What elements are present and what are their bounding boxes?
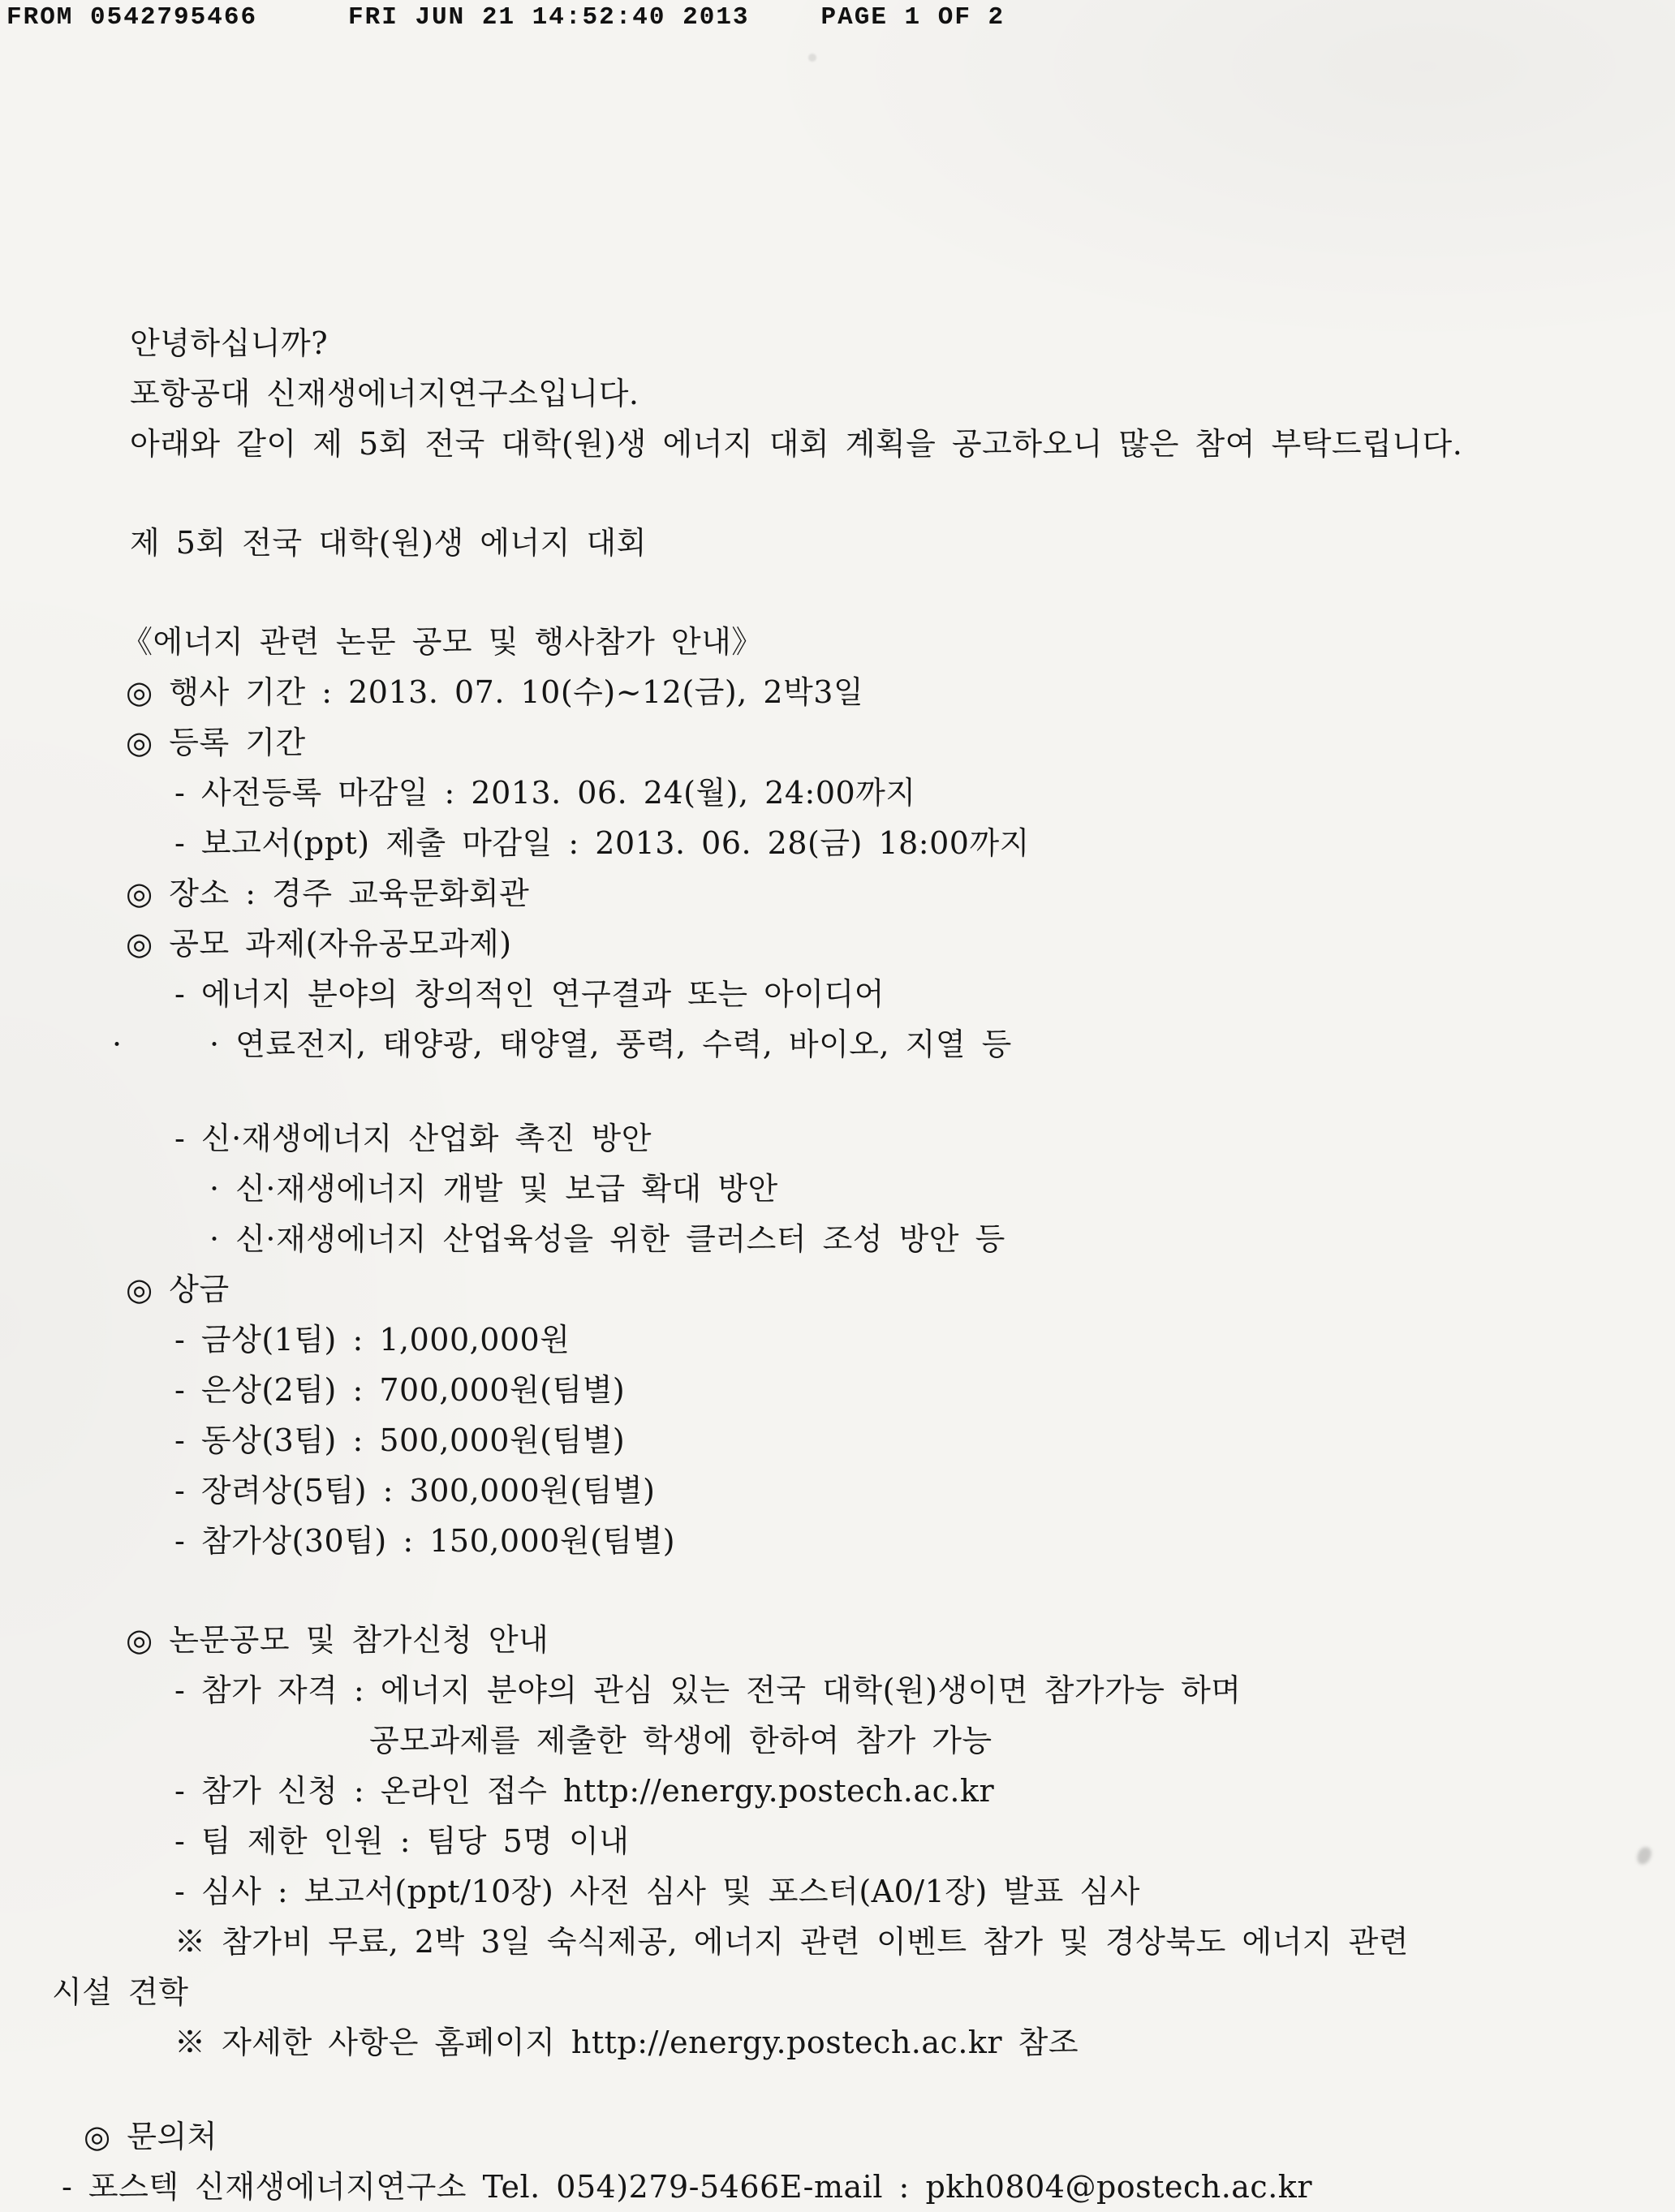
contest-topics-heading: ◎ 공모 과제(자유공모과제) xyxy=(126,926,512,962)
greeting-line: 안녕하십니까? xyxy=(130,325,329,361)
application-heading: ◎ 논문공모 및 참가신청 안내 xyxy=(126,1622,549,1658)
sender-line: 포항공대 신재생에너지연구소입니다. xyxy=(130,376,639,411)
stray-dot-mark: · xyxy=(112,1026,123,1062)
event-period-item: ◎ 행사 기간 : 2013. 07. 10(수)~12(금), 2박3일 xyxy=(126,674,864,710)
letter-body xyxy=(0,32,1675,2212)
eligibility-line-1: - 참가 자격 : 에너지 분야의 관심 있는 전국 대학(원)생이면 참가가능 하며 xyxy=(174,1672,1242,1708)
eligibility-line-2: 공모과제를 제출한 학생에 한하여 참가 가능 xyxy=(369,1723,993,1758)
report-deadline-item: - 보고서(ppt) 제출 마감일 : 2013. 06. 28(금) 18:00까지 xyxy=(174,825,1030,861)
benefits-note-line-1: ※ 참가비 무료, 2박 3일 숙식제공, 에너지 관련 이벤트 참가 및 경상북도 에너지 관련 xyxy=(174,1924,1409,1960)
industry-sub-item-1: · 신·재생에너지 개발 및 보급 확대 방안 xyxy=(209,1171,778,1207)
fax-from-number: FROM 0542795466 xyxy=(6,3,258,32)
industry-topic-item: - 신·재생에너지 산업화 촉진 방안 xyxy=(174,1121,652,1156)
announcement-line: 아래와 같이 제 5회 전국 대학(원)생 에너지 대회 계획을 공고하오니 많은 참여 부탁드립니다. xyxy=(130,426,1463,462)
prize-silver-item: - 은상(2팀) : 700,000원(팀별) xyxy=(174,1372,626,1408)
contact-heading: ◎ 문의처 xyxy=(84,2119,217,2154)
fax-header xyxy=(6,3,1675,32)
fax-datetime: FRI JUN 21 14:52:40 2013 xyxy=(348,3,750,32)
pre-registration-item: - 사전등록 마감일 : 2013. 06. 24(월), 24:00까지 xyxy=(174,775,916,811)
contact-info-line: - 포스텍 신재생에너지연구소 Tel. 054)279-5466E-mail : pkh0804@postech.ac.kr xyxy=(62,2169,1312,2205)
registration-heading: ◎ 등록 기간 xyxy=(126,725,306,760)
event-title: 제 5회 전국 대학(원)생 에너지 대회 xyxy=(130,525,647,561)
free-topic-examples-text: · 연료전지, 태양광, 태양열, 풍력, 수력, 바이오, 지열 등 xyxy=(209,1026,1012,1062)
application-method-item: - 참가 신청 : 온라인 접수 http://energy.postech.ac.kr xyxy=(174,1773,995,1809)
prize-gold-item: - 금상(1팀) : 1,000,000원 xyxy=(174,1322,571,1358)
prize-heading: ◎ 상금 xyxy=(126,1272,230,1307)
venue-item: ◎ 장소 : 경주 교육문화회관 xyxy=(126,876,530,911)
benefits-note-line-2: 시설 견학 xyxy=(52,1974,189,2010)
team-limit-item: - 팀 제한 인원 : 팀당 5명 이내 xyxy=(174,1823,630,1859)
prize-participation-item: - 참가상(30팀) : 150,000원(팀별) xyxy=(174,1523,676,1559)
homepage-note: ※ 자세한 사항은 홈페이지 http://energy.postech.ac.kr 참조 xyxy=(174,2025,1079,2060)
free-topic-examples xyxy=(112,1019,1675,1069)
industry-sub-item-2: · 신·재생에너지 산업육성을 위한 클러스터 조성 방안 등 xyxy=(209,1221,1005,1257)
scan-speck xyxy=(808,54,816,62)
prize-bronze-item: - 동상(3팀) : 500,000원(팀별) xyxy=(174,1422,626,1458)
judging-item: - 심사 : 보고서(ppt/10장) 사전 심사 및 포스터(A0/1장) 발표 심사 xyxy=(174,1874,1140,1909)
notice-heading: 《에너지 관련 논문 공모 및 행사참가 안내》 xyxy=(122,624,763,660)
prize-encouragement-item: - 장려상(5팀) : 300,000원(팀별) xyxy=(174,1473,656,1508)
free-topic-item: - 에너지 분야의 창의적인 연구결과 또는 아이디어 xyxy=(174,976,885,1012)
fax-page-count: PAGE 1 OF 2 xyxy=(820,3,1005,32)
